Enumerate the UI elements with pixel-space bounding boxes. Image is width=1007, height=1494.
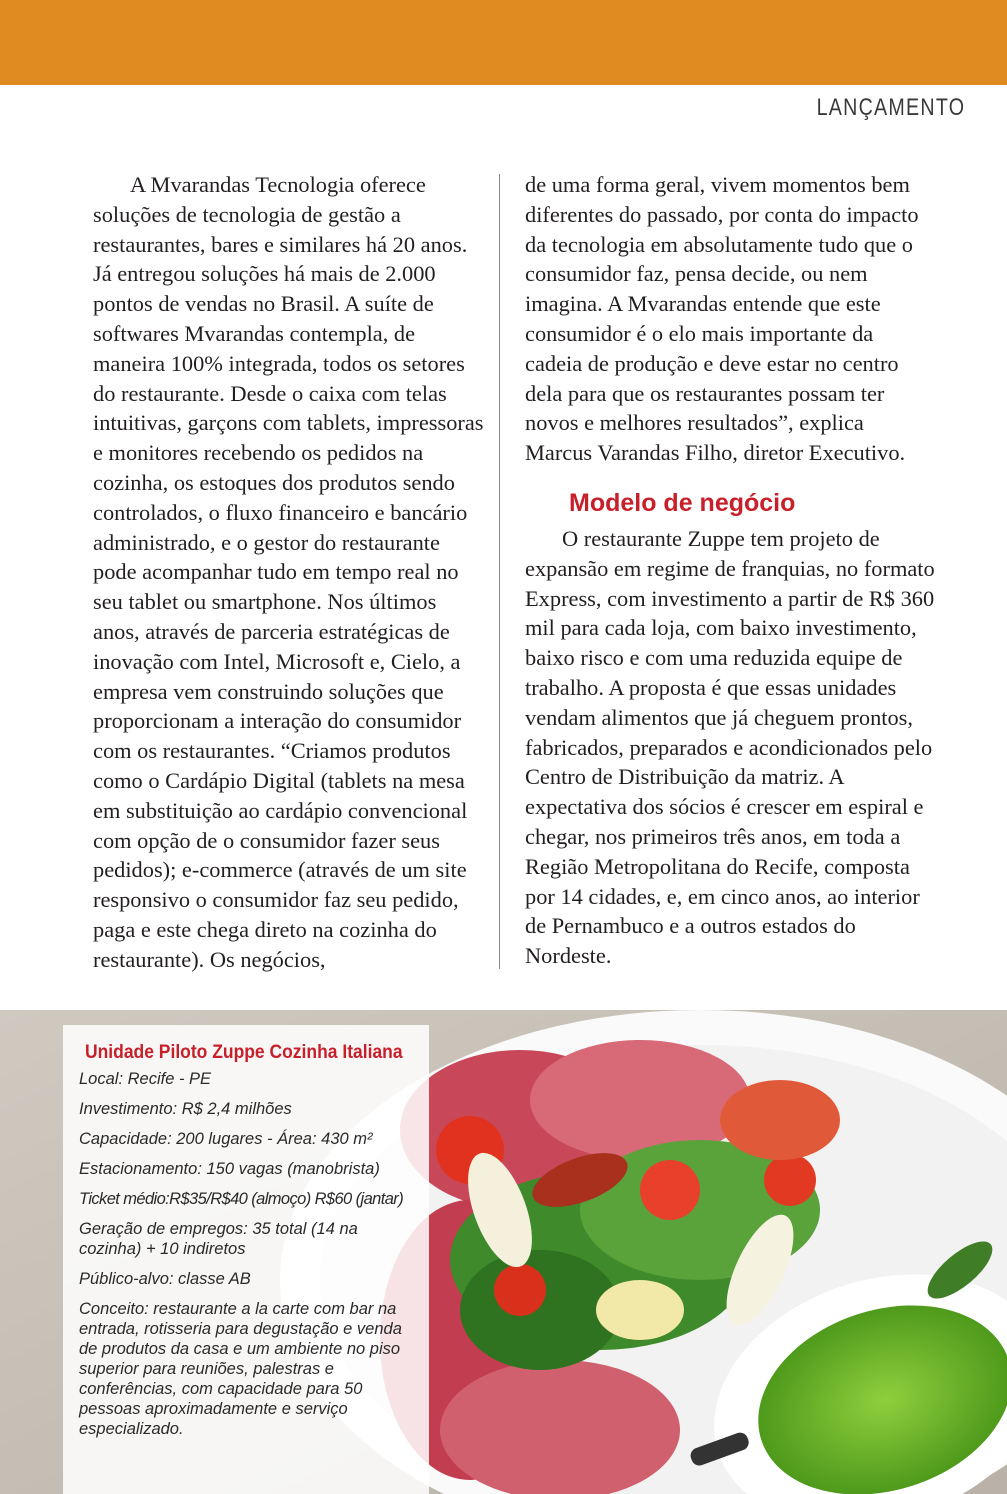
article-right-column: [525, 170, 935, 971]
info-estacionamento: Estacionamento: 150 vagas (manobrista): [79, 1160, 380, 1178]
info-capacidade: Capacidade: 200 lugares - Área: 430 m²: [79, 1130, 373, 1148]
info-box: [63, 1025, 429, 1494]
article-body-right: de uma forma geral, vivem momentos bem diferentes do passado, por conta do impacto da tecnologia em absolutamente tudo que o consumidor faz, pensa decide, ou nem imagina. A Mvarandas entende que este consumidor é o elo mais importante da cadeia de produção e deve estar no centro dela para que os restaurantes possam ter novos e melhores resultados”, explica Marcus Varandas Filho, diretor Executivo.: [525, 172, 919, 466]
article-left-column: [93, 170, 488, 975]
info-ticket: Ticket médio:R$35/R$40 (almoço) R$60 (jantar): [79, 1190, 404, 1208]
subsection-body: O restaurante Zuppe tem projeto de expansão em regime de franquias, no formato Express, com investimento a partir de R$ 360 mil para cada loja, com baixo investimento, baixo risco e com uma reduzida equipe de trabalho. A proposta é que essas unidades vendam alimentos que já cheguem prontos, fabricados, preparados e acondicionados pelo Centro de Distribuição da matriz. A expectativa dos sócios é crescer em espiral e chegar, nos primeiros três anos, em toda a Região Metropolitana do Recife, composta por 14 cidades, e, em cinco anos, ao interior de Pernambuco e a outros estados do Nordeste.: [525, 525, 935, 969]
info-local: Local: Recife - PE: [79, 1070, 212, 1088]
info-publico: Público-alvo: classe AB: [79, 1270, 251, 1288]
info-conceito: Conceito: restaurante a la carte com bar na entrada, rotisseria para degustação e venda de produtos da casa e um ambiente no piso superior para reuniões, palestras e conferências, com capacidade para 50 pessoas aproximadamente e serviço especializado.: [79, 1300, 402, 1438]
section-label: LANÇAMENTO: [816, 94, 965, 121]
info-investimento: Investimento: R$ 2,4 milhões: [79, 1100, 292, 1118]
subheading: Modelo de negócio: [569, 488, 796, 517]
info-title: Unidade Piloto Zuppe Cozinha Italiana: [85, 1042, 403, 1063]
article-body-left: A Mvarandas Tecnologia oferece soluções de tecnologia de gestão a restaurantes, bares e similares há 20 anos. Já entregou soluções há mais de 2.000 pontos de vendas no Brasil. A suíte de softwares Mvarandas contempla, de maneira 100% integrada, todos os setores do restaurante. Desde o caixa com telas intuitivas, garçons com tablets, impressoras e monitores recebendo os pedidos na cozinha, os estoques dos produtos sendo controlados, o fluxo financeiro e bancário administrado, e o gestor do restaurante pode acompanhar tudo em tempo real no seu tablet ou smartphone. Nos últimos anos, através de parceria estratégicas de inovação com Intel, Microsoft e, Cielo, a empresa vem construindo soluções que proporcionam a interação do consumidor com os restaurantes. “Criamos produtos como o Cardápio Digital (tablets na mesa em substituição ao cardápio convencional com opção de o consumidor fazer seus pedidos); e-commerce (através de um site responsivo o consumidor faz seu pedido, paga e este chega direto na cozinha do restaurante). Os negócios,: [93, 172, 484, 972]
header-color-band: [0, 0, 1007, 85]
column-divider: [499, 174, 500, 969]
info-empregos: Geração de empregos: 35 total (14 na cozinha) + 10 indiretos: [79, 1220, 358, 1258]
